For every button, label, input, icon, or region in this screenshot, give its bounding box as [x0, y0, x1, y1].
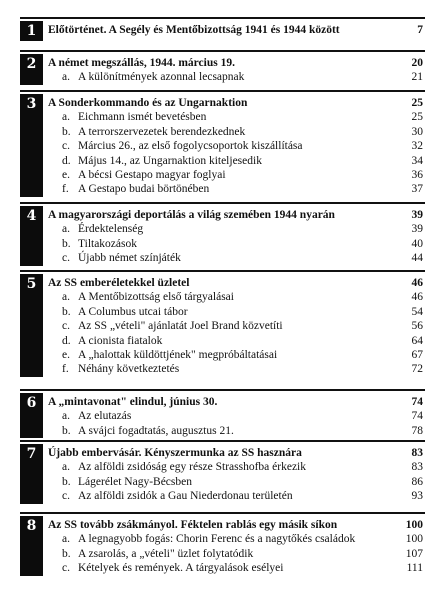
chapter-block: [20, 90, 425, 197]
chapter-title: Az SS tovább zsákmányol. Féktelen rablás egy másik síkon: [48, 519, 338, 531]
chapter-number-badge: 5: [20, 274, 43, 377]
section-row[interactable]: [20, 424, 425, 438]
section-page-number: 32: [411, 140, 423, 153]
section-letter: a.: [62, 71, 70, 84]
section-title: Tiltakozások: [78, 237, 137, 250]
section-row[interactable]: [20, 475, 425, 489]
section-page-number: 83: [411, 461, 423, 474]
section-letter: b.: [62, 237, 71, 250]
chapter-block: [20, 50, 425, 85]
section-row[interactable]: [20, 139, 425, 153]
section-row[interactable]: [20, 409, 425, 423]
section-title: Érdektelenség: [78, 223, 144, 236]
section-row[interactable]: [20, 237, 425, 251]
chapter-title-row[interactable]: [20, 208, 425, 222]
section-letter: c.: [62, 562, 70, 575]
section-page-number: 86: [411, 475, 423, 488]
section-title: Újabb német színjáték: [78, 252, 181, 265]
section-letter: d.: [62, 334, 71, 347]
chapter-number-badge: 1: [20, 21, 43, 41]
section-page-number: 56: [411, 320, 423, 333]
section-page-number: 46: [411, 291, 423, 304]
section-letter: a.: [62, 533, 70, 546]
chapter-title-row[interactable]: [20, 395, 425, 409]
section-row[interactable]: [20, 319, 425, 333]
section-title: Az alföldi zsidóság egy része Strasshofba érkezik: [78, 461, 307, 474]
section-page-number: 54: [411, 305, 423, 318]
chapter-page-number: 25: [411, 97, 423, 109]
chapter-title: Az SS emberéletekkel üzletel: [48, 277, 190, 289]
section-row[interactable]: [20, 532, 425, 546]
chapter-rule: [20, 202, 425, 204]
section-title: A bécsi Gestapo magyar foglyai: [78, 169, 226, 181]
section-row[interactable]: [20, 222, 425, 236]
section-row[interactable]: [20, 362, 425, 376]
section-row[interactable]: [20, 561, 425, 575]
section-letter: a.: [62, 111, 70, 124]
chapter-page-number: 100: [405, 519, 423, 531]
section-title: A legnagyobb fogás: Chorin Ferenc és a nagytőkés családok: [78, 533, 356, 546]
section-title: A „halottak küldöttjének" megpróbáltatásai: [78, 349, 278, 361]
chapter-block: [20, 440, 425, 504]
section-letter: d.: [62, 154, 71, 167]
section-page-number: 40: [411, 237, 423, 250]
section-row[interactable]: [20, 70, 425, 84]
section-title: Az alföldi zsidók a Gau Niederdonau területén: [78, 490, 293, 503]
chapter-number-badge: 4: [20, 206, 43, 266]
section-row[interactable]: [20, 290, 425, 304]
chapter-title-row[interactable]: [20, 56, 425, 70]
section-letter: a.: [62, 291, 70, 304]
section-row[interactable]: [20, 251, 425, 265]
chapter-rule: [20, 17, 425, 19]
section-title: Március 26., az első fogolycsoportok kiszállítása: [78, 140, 303, 153]
section-page-number: 78: [411, 424, 423, 437]
section-title: Kételyek és remények. A tárgyalások esélyei: [78, 562, 284, 575]
chapter-title-row[interactable]: [20, 276, 425, 290]
chapter-block: [20, 270, 425, 377]
chapter-page-number: 39: [411, 209, 423, 221]
section-title: A különítmények azonnal lecsapnak: [78, 71, 245, 84]
section-row[interactable]: [20, 125, 425, 139]
section-title: Az SS „vételi" ajánlatát Joel Brand közvetíti: [78, 320, 283, 333]
section-row[interactable]: [20, 168, 425, 182]
section-row[interactable]: [20, 305, 425, 319]
section-title: A cionista fiatalok: [78, 334, 163, 347]
section-letter: b.: [62, 547, 71, 560]
chapter-page-number: 83: [411, 447, 423, 459]
chapter-block: [20, 17, 425, 37]
section-title: A Gestapo budai börtönében: [78, 183, 210, 196]
chapter-title-row[interactable]: [20, 96, 425, 110]
section-row[interactable]: [20, 154, 425, 168]
chapter-rule: [20, 50, 425, 52]
chapter-page-number: 74: [411, 396, 423, 408]
section-row[interactable]: [20, 489, 425, 503]
section-title: A Columbus utcai tábor: [78, 305, 188, 318]
section-page-number: 111: [406, 562, 423, 575]
section-row[interactable]: [20, 182, 425, 196]
section-title: A svájci fogadtatás, augusztus 21.: [78, 424, 234, 437]
chapter-number-badge: 6: [20, 393, 43, 438]
chapter-number-badge: 2: [20, 54, 43, 85]
chapter-title-row[interactable]: [20, 518, 425, 532]
section-letter: b.: [62, 475, 71, 488]
chapter-title-row[interactable]: [20, 446, 425, 460]
section-letter: b.: [62, 424, 71, 437]
chapter-rule: [20, 90, 425, 92]
section-page-number: 100: [405, 533, 423, 546]
section-letter: f.: [62, 183, 69, 196]
section-page-number: 93: [411, 490, 423, 503]
section-title: A zsarolás, a „vételi" üzlet folytatódik: [78, 547, 254, 560]
chapter-title: A német megszállás, 1944. március 19.: [48, 57, 235, 69]
section-row[interactable]: [20, 110, 425, 124]
chapter-page-number: 7: [417, 24, 423, 36]
section-page-number: 107: [405, 547, 423, 560]
section-letter: b.: [62, 125, 71, 138]
section-row[interactable]: [20, 547, 425, 561]
section-letter: c.: [62, 140, 70, 153]
chapter-rule: [20, 440, 425, 442]
section-page-number: 67: [411, 349, 423, 361]
chapter-block: [20, 512, 425, 576]
chapter-title: A „mintavonat" elindul, június 30.: [48, 396, 218, 408]
section-letter: c.: [62, 490, 70, 503]
chapter-rule: [20, 270, 425, 272]
section-page-number: 37: [411, 183, 423, 196]
chapter-rule: [20, 512, 425, 514]
section-page-number: 44: [411, 252, 423, 265]
section-letter: e.: [62, 349, 70, 361]
section-letter: a.: [62, 223, 70, 236]
chapter-number-badge: 8: [20, 516, 43, 576]
chapter-title-row[interactable]: [20, 23, 425, 37]
chapter-title: A magyarországi deportálás a világ szemében 1944 nyarán: [48, 209, 335, 221]
section-letter: c.: [62, 320, 70, 333]
section-page-number: 39: [411, 223, 423, 236]
chapter-page-number: 46: [411, 277, 423, 289]
section-title: A Mentőbizottság első tárgyalásai: [78, 291, 234, 304]
section-page-number: 64: [411, 334, 423, 347]
chapter-title: Újabb embervásár. Kényszermunka az SS hasznára: [48, 447, 302, 459]
section-row[interactable]: [20, 348, 425, 362]
section-title: Május 14., az Ungarnaktion kiteljesedik: [78, 154, 262, 167]
chapter-rule: [20, 389, 425, 391]
section-letter: a.: [62, 410, 70, 423]
section-title: A terrorszervezetek berendezkednek: [78, 125, 246, 138]
chapter-title: Előtörténet. A Segély és Mentőbizottság 1941 és 1944 között: [48, 24, 340, 36]
section-title: Az elutazás: [78, 410, 132, 423]
chapter-block: [20, 202, 425, 266]
section-letter: a.: [62, 461, 70, 474]
chapter-page-number: 20: [411, 57, 423, 69]
section-page-number: 74: [411, 410, 423, 423]
chapter-number-badge: 7: [20, 444, 43, 504]
section-page-number: 72: [411, 363, 423, 376]
section-letter: f.: [62, 363, 69, 376]
section-title: Néhány következtetés: [78, 363, 180, 376]
chapter-number-badge: 3: [20, 94, 43, 197]
section-letter: b.: [62, 305, 71, 318]
section-page-number: 36: [411, 169, 423, 181]
section-page-number: 30: [411, 125, 423, 138]
section-letter: c.: [62, 252, 70, 265]
section-row[interactable]: [20, 460, 425, 474]
section-title: Eichmann ismét bevetésben: [78, 111, 207, 124]
section-row[interactable]: [20, 334, 425, 348]
section-title: Lágerélet Nagy-Bécsben: [78, 475, 192, 488]
section-page-number: 21: [411, 71, 423, 84]
section-page-number: 25: [411, 111, 423, 124]
section-page-number: 34: [411, 154, 423, 167]
chapter-title: A Sonderkommando és az Ungarnaktion: [48, 97, 248, 109]
section-letter: e.: [62, 169, 70, 181]
chapter-block: [20, 389, 425, 438]
